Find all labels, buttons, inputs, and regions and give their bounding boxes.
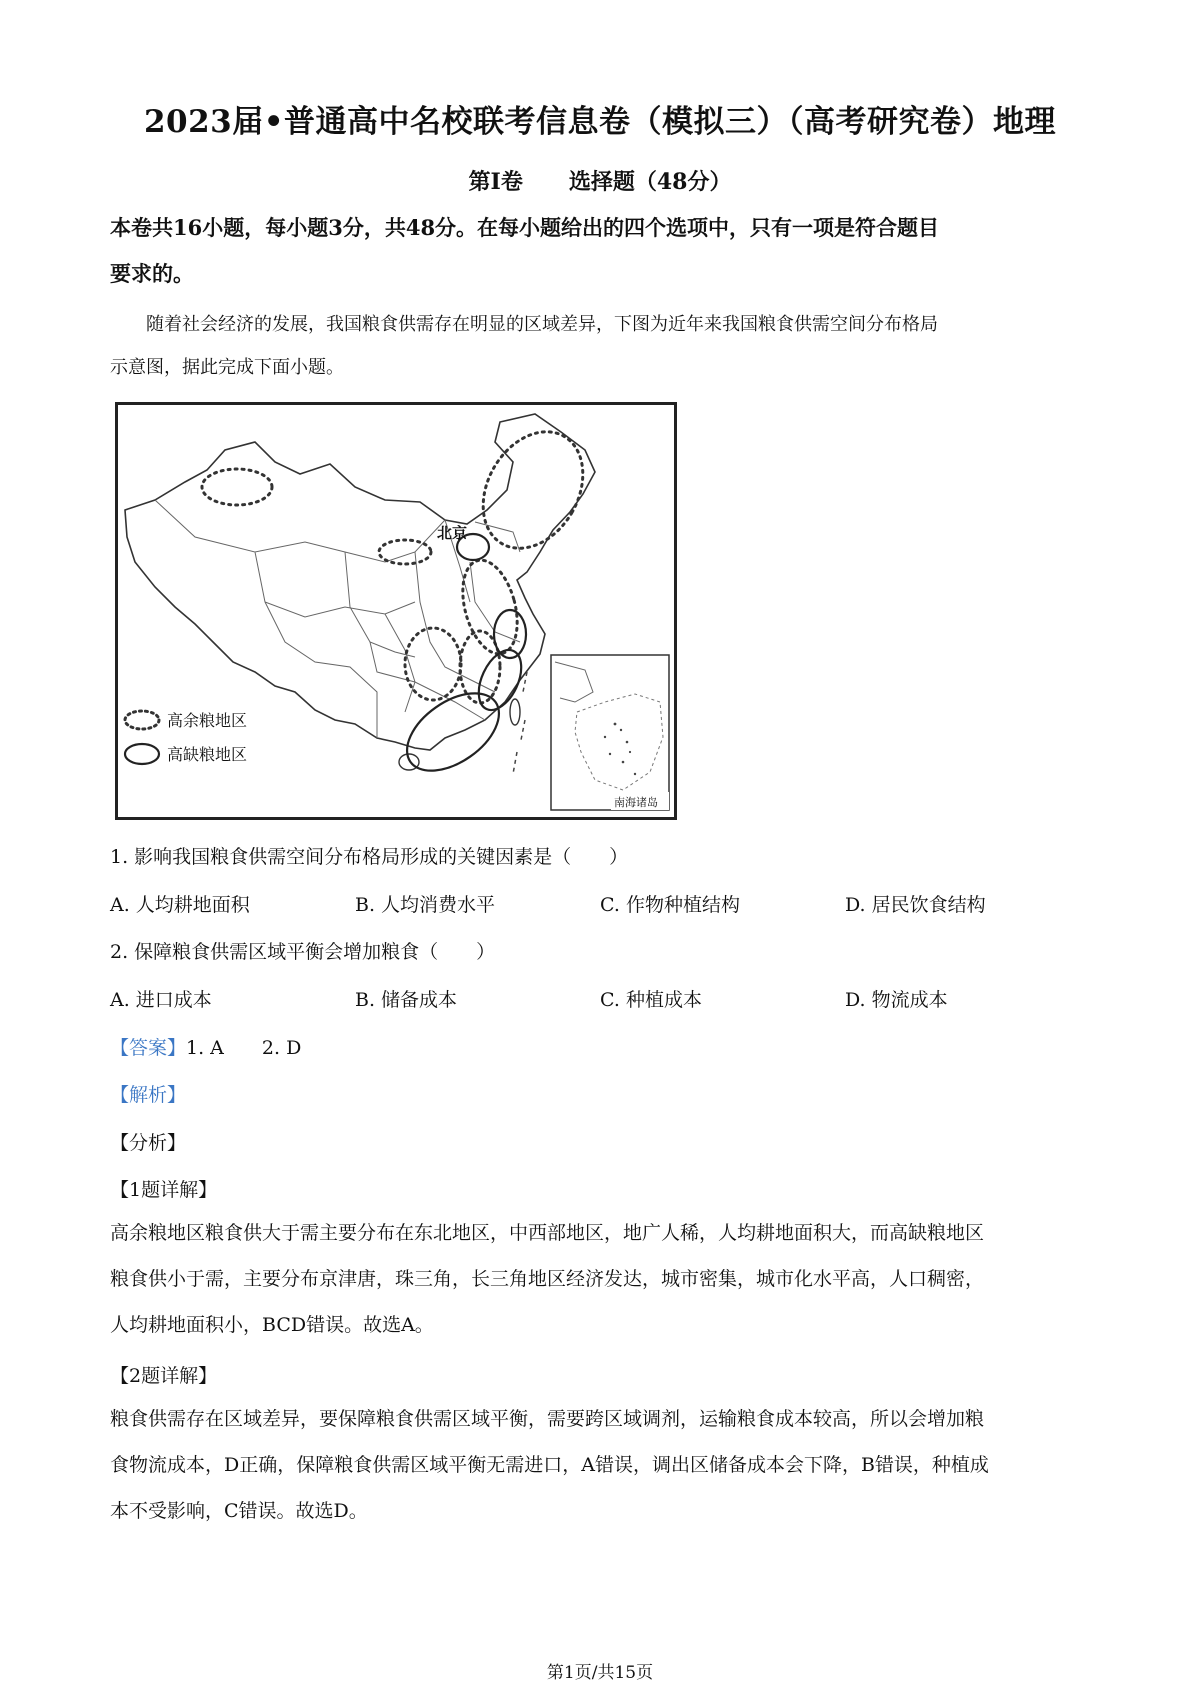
legend-deficit-label: 高缺粮地区 bbox=[167, 745, 248, 764]
question-1-option-b: B. 人均消费水平 bbox=[355, 894, 496, 916]
question-2-stem: 2. 保障粮食供需区域平衡会增加粮食（ ） bbox=[110, 941, 496, 963]
beijing-label: 北京 bbox=[437, 524, 468, 542]
detail-1-line-2: 粮食供小于需，主要分布京津唐，珠三角，长三角地区经济发达，城市密集，城市化水平高，人口稠密， bbox=[110, 1268, 985, 1290]
section-heading bbox=[0, 165, 1200, 196]
section-volume: 第Ⅰ卷 bbox=[468, 169, 523, 195]
detail-1-label: 【1题详解】 bbox=[110, 1179, 218, 1201]
intro-line-2: 示意图，据此完成下面小题。 bbox=[110, 357, 344, 378]
question-2-option-c: C. 种植成本 bbox=[600, 989, 702, 1011]
instructions-line-1: 本卷共16小题，每小题3分，共48分。在每小题给出的四个选项中，只有一项是符合题目 bbox=[110, 215, 940, 240]
map-svg bbox=[115, 402, 677, 820]
answer-label: 【答案】 bbox=[110, 1037, 187, 1059]
question-2-option-d: D. 物流成本 bbox=[845, 989, 948, 1011]
grain-distribution-map bbox=[115, 402, 677, 820]
question-2-option-a: A. 进口成本 bbox=[110, 989, 212, 1011]
question-1-option-a: A. 人均耕地面积 bbox=[110, 894, 250, 916]
detail-1-line-3: 人均耕地面积小，BCD错误。故选A。 bbox=[110, 1314, 434, 1336]
detail-2-line-1: 粮食供需存在区域差异，要保障粮食供需区域平衡，需要跨区域调剂，运输粮食成本较高，所以会增加粮 bbox=[110, 1408, 985, 1430]
detail-2-line-2: 食物流成本，D正确，保障粮食供需区域平衡无需进口，A错误，调出区储备成本会下降，B错误，种植成 bbox=[110, 1454, 989, 1476]
section-type: 选择题（48分） bbox=[568, 169, 732, 195]
intro-line-1: 随着社会经济的发展，我国粮食供需存在明显的区域差异，下图为近年来我国粮食供需空间分布格局 bbox=[146, 314, 938, 335]
inset-label: 南海诸岛 bbox=[614, 796, 658, 809]
fenxi-label: 【分析】 bbox=[110, 1132, 187, 1154]
detail-2-line-3: 本不受影响，C错误。故选D。 bbox=[110, 1500, 368, 1522]
answer-text: 1. A 2. D bbox=[186, 1037, 302, 1059]
detail-1-line-1: 高余粮地区粮食供大于需主要分布在东北地区，中西部地区，地广人稀，人均耕地面积大，而高缺粮地区 bbox=[110, 1222, 985, 1244]
question-2-option-b: B. 储备成本 bbox=[355, 989, 458, 1011]
question-1-option-c: C. 作物种植结构 bbox=[600, 894, 740, 916]
page-title: 2023届•普通高中名校联考信息卷（模拟三）（高考研究卷）地理 bbox=[143, 104, 1057, 140]
instructions-line-2: 要求的。 bbox=[110, 261, 194, 286]
page-footer: 第1页/共15页 bbox=[546, 1663, 654, 1683]
question-1-option-d: D. 居民饮食结构 bbox=[845, 894, 986, 916]
answer-line bbox=[110, 1033, 301, 1060]
detail-2-label: 【2题详解】 bbox=[110, 1365, 218, 1387]
inset-frame bbox=[551, 655, 669, 810]
legend-surplus-label: 高余粮地区 bbox=[167, 711, 248, 730]
question-1-stem: 1. 影响我国粮食供需空间分布格局形成的关键因素是（ ） bbox=[110, 846, 629, 868]
analysis-label: 【解析】 bbox=[110, 1084, 187, 1106]
